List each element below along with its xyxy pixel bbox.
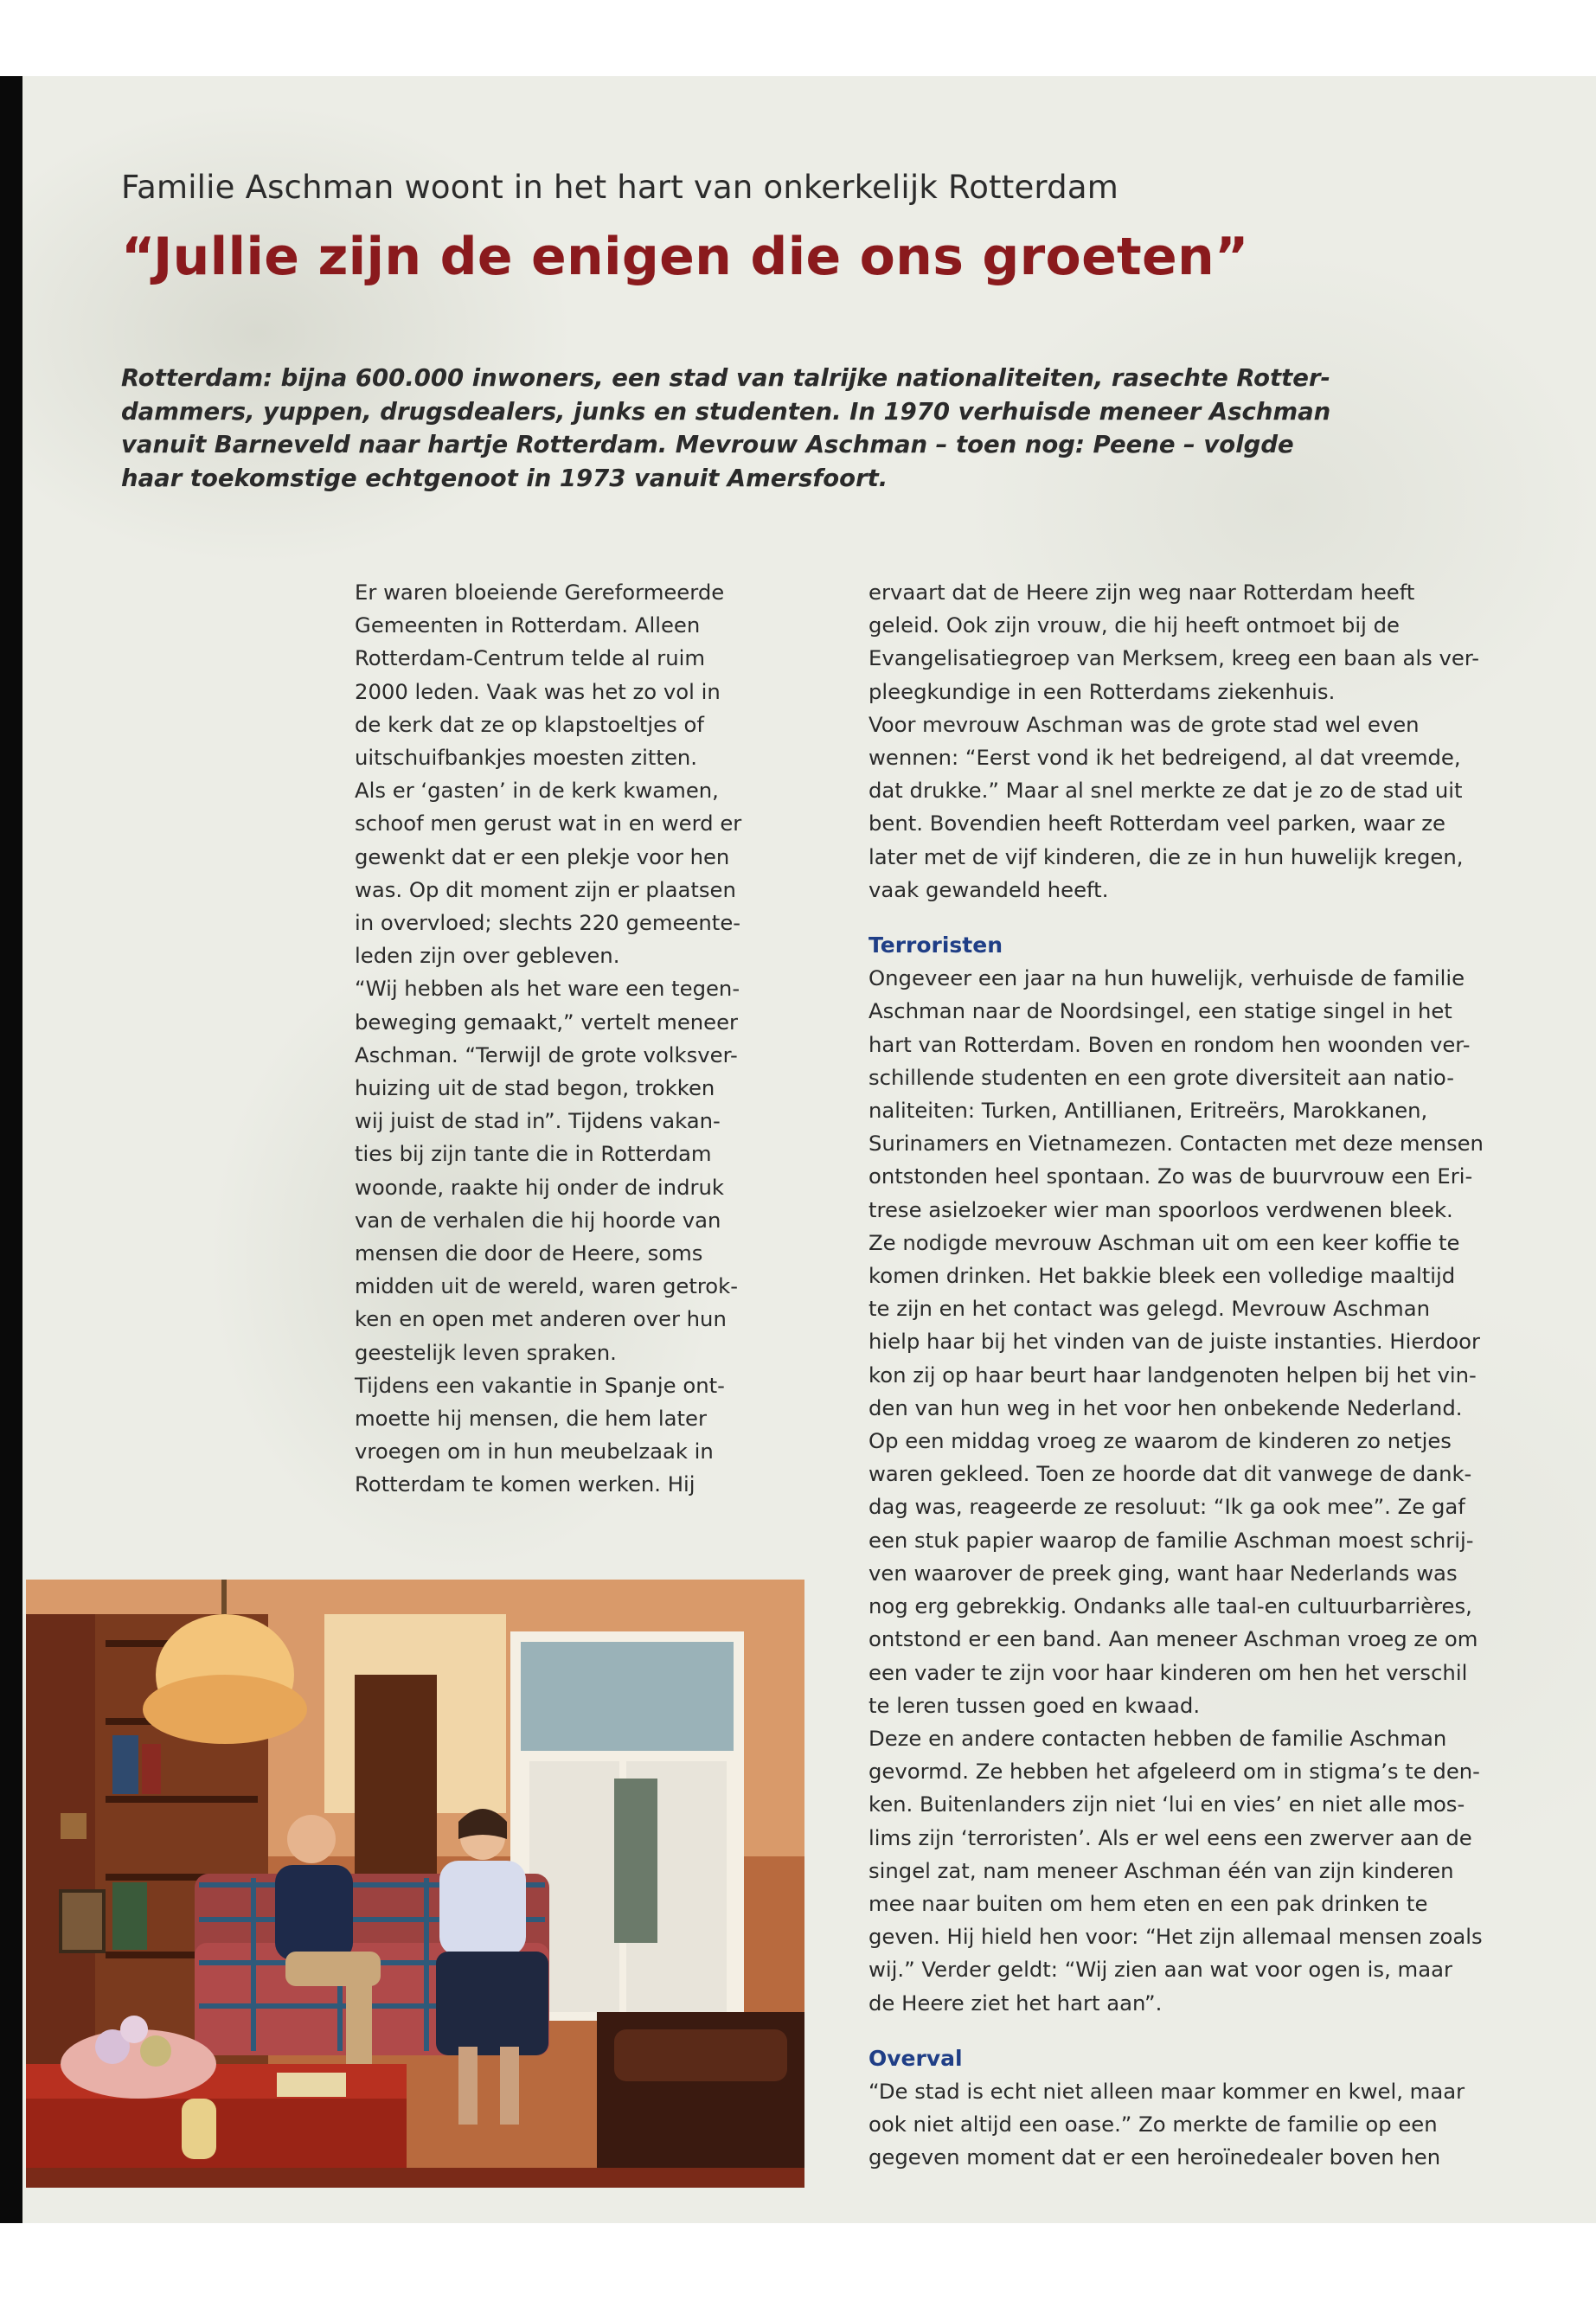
body-line: pleegkundige in een Rotterdams ziekenhuis. [869,678,1336,704]
body-line: dat drukke.” Maar al snel merkte ze dat je zo de stad uit [869,778,1463,804]
body-line: geven. Hij hield hen voor: “Het zijn allemaal mensen zoals [869,1924,1483,1950]
subhead-terroristen: Terroristen [869,933,1003,958]
body-line: leden zijn over gebleven. [355,943,620,969]
body-line: schoof men gerust wat in en werd er [355,811,742,836]
body-line: mee naar buiten om hem eten en een pak drinken te [869,1890,1428,1916]
body-line: bent. Bovendien heeft Rotterdam veel parken, waar ze [869,811,1445,836]
body-line: te leren tussen goed en kwaad. [869,1692,1201,1718]
body-line: gegeven moment dat er een heroïnedealer boven hen [869,2144,1441,2170]
body-line: hielp haar bij het vinden van de juiste instanties. Hierdoor [869,1329,1481,1355]
body-line: vaak gewandeld heeft. [869,876,1109,902]
body-line: ven waarover de preek ging, want haar Nederlands was [869,1560,1458,1586]
body-line: komen drinken. Het bakkie bleek een volledige maaltijd [869,1263,1456,1289]
body-line: ken. Buitenlanders zijn niet ‘lui en vies’ en niet alle mos- [869,1791,1465,1817]
body-line: wij juist de stad in”. Tijdens vakan- [355,1108,721,1134]
body-line: ook niet altijd een oase.” Zo merkte de familie op een [869,2112,1438,2138]
body-line: Rotterdam te komen werken. Hij [355,1471,695,1497]
body-line: “De stad is echt niet alleen maar kommer en kwel, maar [869,2078,1465,2104]
body-line: naliteiten: Turken, Antillianen, Eritreërs, Marokkanen, [869,1098,1428,1124]
body-line: Deze en andere contacten hebben de familie Aschman [869,1725,1447,1751]
body-line: Surinamers en Vietnamezen. Contacten met deze mensen [869,1131,1484,1157]
body-line: Gemeenten in Rotterdam. Alleen [355,612,701,638]
body-line: hart van Rotterdam. Boven en rondom hen woonden ver- [869,1031,1471,1057]
body-line: kon zij op haar beurt haar landgenoten helpen bij het vin- [869,1362,1477,1388]
lead-line: haar toekomstige echtgenoot in 1973 vanuit Amersfoort. [121,464,888,492]
article-headline: “Jullie zijn de enigen die ons groeten” [121,227,1249,287]
body-line: ken en open met anderen over hun [355,1306,727,1332]
body-line: de kerk dat ze op klapstoeltjes of [355,711,704,737]
photo-illustration [26,1580,804,2188]
body-line: woonde, raakte hij onder de indruk [355,1174,724,1200]
body-line: ontstond er een band. Aan meneer Aschman vroeg ze om [869,1626,1478,1652]
body-line: trese asielzoeker wier man spoorloos verdwenen bleek. [869,1196,1453,1222]
body-line: een stuk papier waarop de familie Aschman moest schrij- [869,1527,1474,1553]
body-line: ontstonden heel spontaan. Zo was de buurvrouw een Eri- [869,1163,1473,1189]
body-line: Op een middag vroeg ze waarom de kinderen zo netjes [869,1428,1452,1454]
scan-edge [0,76,22,2223]
body-line: Tijdens een vakantie in Spanje ont- [355,1372,725,1398]
body-line: gevormd. Ze hebben het afgeleerd om in stigma’s te den- [869,1759,1480,1785]
body-line: Ongeveer een jaar na hun huwelijk, verhuisde de familie [869,965,1465,991]
lead-line: dammers, yuppen, drugsdealers, junks en studenten. In 1970 verhuisde meneer Aschman [121,397,1331,426]
body-line: moette hij mensen, die hem later [355,1406,707,1432]
body-line: midden uit de wereld, waren getrok- [355,1273,739,1299]
body-line: later met de vijf kinderen, die ze in hun huwelijk kregen, [869,843,1464,869]
subhead-overval: Overval [869,2045,963,2071]
body-line: vroegen om in hun meubelzaak in [355,1439,714,1465]
body-column-left [355,576,804,1502]
body-line: lims zijn ‘terroristen’. Als er wel eens een zwerver aan de [869,1824,1472,1850]
body-line: van de verhalen die hij hoorde van [355,1207,721,1233]
body-line: wennen: “Eerst vond ik het bedreigend, al dat vreemde, [869,745,1461,771]
body-line: den van hun weg in het voor hen onbekende Nederland. [869,1394,1463,1420]
body-line: mensen die door de Heere, soms [355,1240,703,1266]
body-line: in overvloed; slechts 220 gemeente- [355,910,741,936]
lead-line: Rotterdam: bijna 600.000 inwoners, een stad van talrijke nationaliteiten, rasechte Rotter- [121,364,1330,392]
body-line: Rotterdam-Centrum telde al ruim [355,645,706,671]
body-line: ties bij zijn tante die in Rotterdam [355,1141,712,1167]
body-line: Aschman. “Terwijl de grote volksver- [355,1042,738,1067]
body-line: “Wij hebben als het ware een tegen- [355,976,740,1002]
body-line: beweging gemaakt,” vertelt meneer [355,1009,739,1035]
body-line: gewenkt dat er een plekje voor hen [355,843,730,869]
body-line: huizing uit de stad begon, trokken [355,1075,715,1101]
body-line: Er waren bloeiende Gereformeerde [355,580,725,605]
body-line: Als er ‘gasten’ in de kerk kwamen, [355,778,719,804]
body-column-right [869,576,1569,2175]
body-line: ervaart dat de Heere zijn weg naar Rotterdam heeft [869,580,1415,605]
body-line: uitschuifbankjes moesten zitten. [355,745,698,771]
body-line: een vader te zijn voor haar kinderen om hen het verschil [869,1659,1468,1685]
body-line: nog erg gebrekkig. Ondanks alle taal-en cultuurbarrières, [869,1593,1472,1619]
body-line: 2000 leden. Vaak was het zo vol in [355,678,721,704]
body-line: wij.” Verder geldt: “Wij zien aan wat voor ogen is, maar [869,1957,1452,1983]
body-line: waren gekleed. Toen ze hoorde dat dit vanwege de dank- [869,1461,1472,1487]
body-line: Voor mevrouw Aschman was de grote stad wel even [869,711,1420,737]
body-line: was. Op dit moment zijn er plaatsen [355,876,736,902]
body-line: Ze nodigde mevrouw Aschman uit om een keer koffie te [869,1229,1460,1255]
body-line: schillende studenten en een grote diversiteit aan natio- [869,1064,1455,1090]
article-kicker: Familie Aschman woont in het hart van onkerkelijk Rotterdam [121,169,1118,206]
body-line: geestelijk leven spraken. [355,1339,617,1365]
living-room-photo [26,1580,804,2188]
body-line: singel zat, nam meneer Aschman één van zijn kinderen [869,1857,1454,1883]
body-line: Evangelisatiegroep van Merksem, kreeg een baan als ver- [869,645,1480,671]
body-line: geleid. Ook zijn vrouw, die hij heeft ontmoet bij de [869,612,1400,638]
body-line: Aschman naar de Noordsingel, een statige singel in het [869,998,1452,1024]
body-line: te zijn en het contact was gelegd. Mevrouw Aschman [869,1296,1430,1322]
article-lead [121,362,1358,495]
lead-line: vanuit Barneveld naar hartje Rotterdam. Mevrouw Aschman – toen nog: Peene – volgde [121,431,1294,458]
body-line: de Heere ziet het hart aan”. [869,1990,1163,2016]
body-line: dag was, reageerde ze resoluut: “Ik ga ook mee”. Ze gaf [869,1494,1465,1520]
